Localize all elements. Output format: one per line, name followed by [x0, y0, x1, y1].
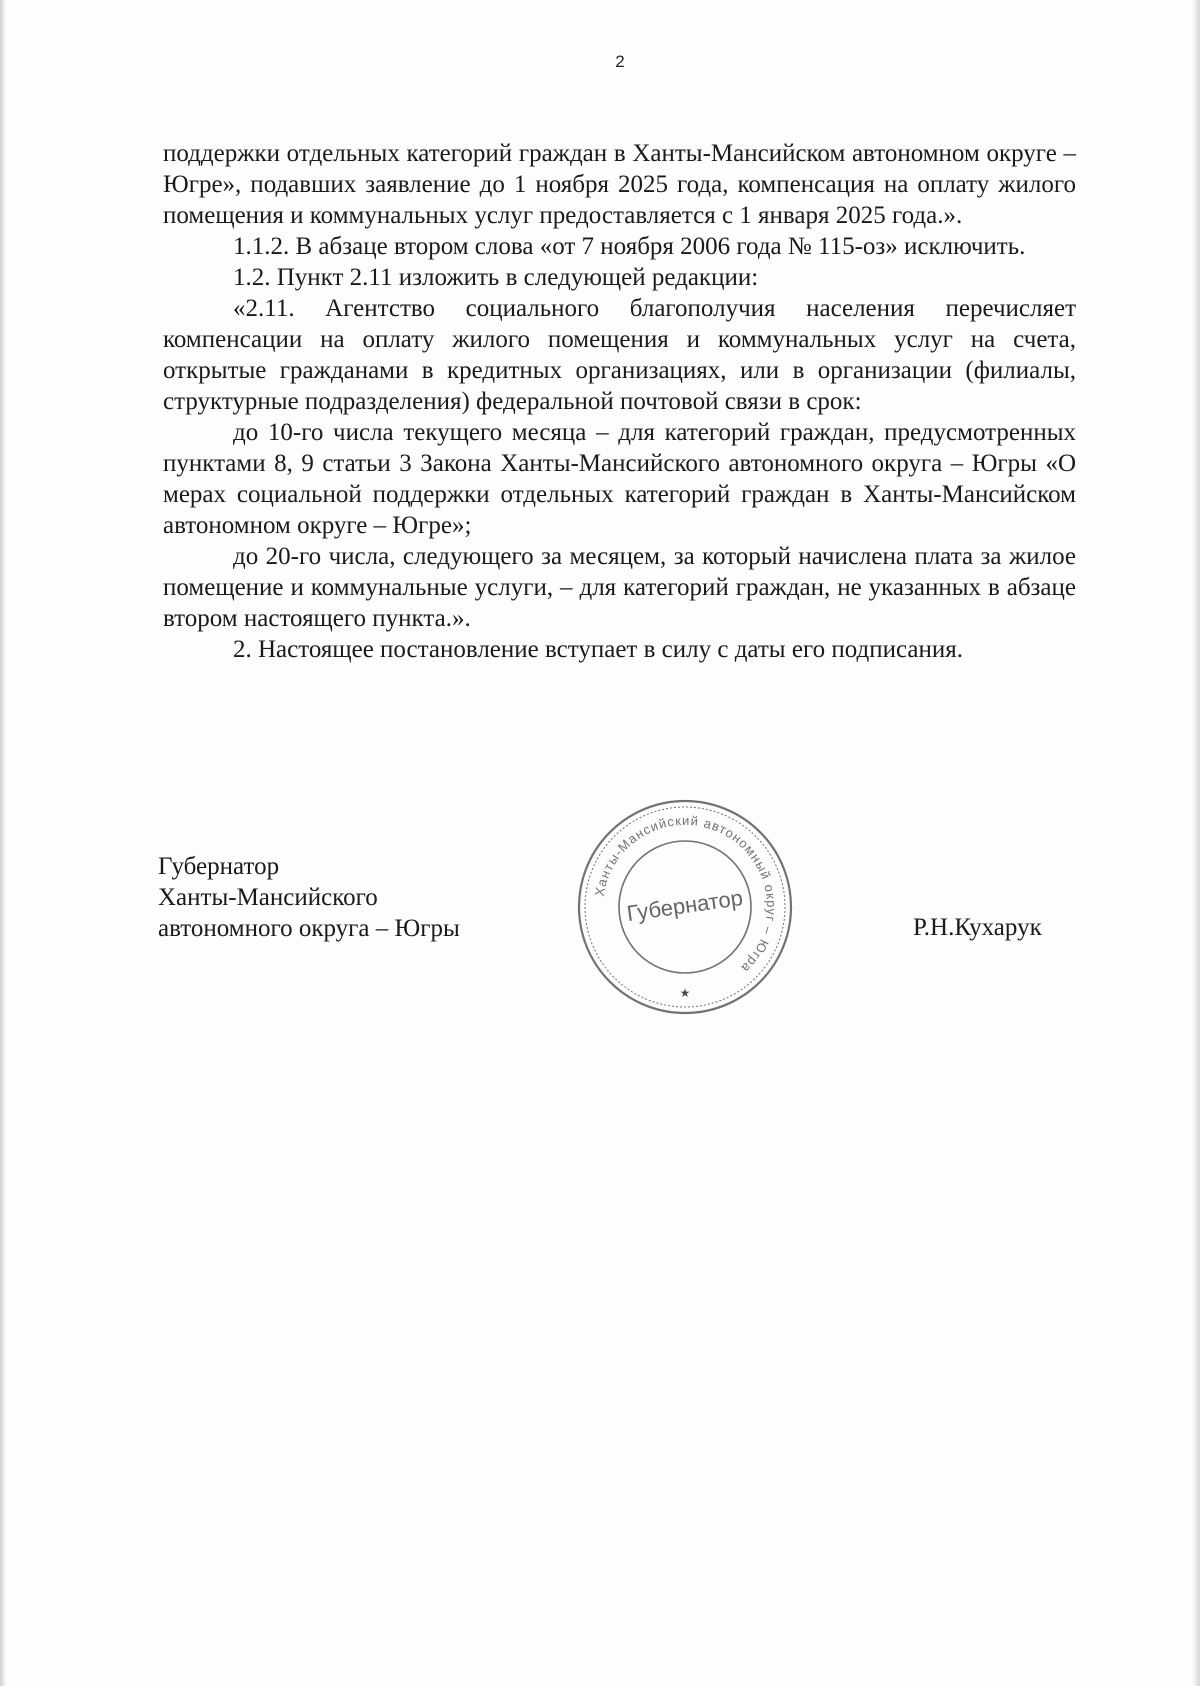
signer-name: Р.Н.Кухарук: [913, 914, 1042, 941]
paragraph-continuation: поддержки отдельных категорий граждан в Ханты-Мансийском автономном округе – Югре», подавших заявление до 1 ноября 2025 года, компенсация на оплату жилого помещения и коммунальных услуг предоставляется с 1 января 2025 года.».: [163, 140, 1076, 229]
official-seal-stamp: [570, 790, 800, 1025]
seal-center-text: Губернатор: [625, 885, 745, 927]
page-number: 2: [615, 52, 625, 71]
seal-star-icon: ★: [679, 986, 691, 1000]
paragraph-deadline-10: до 10-го числа текущего месяца – для категорий граждан, предусмотренных пунктами 8, 9 статьи 3 Закона Ханты-Мансийского автономного округа – Югры «О мерах социальной поддержки отдельных категорий граждан в Ханты-Мансийском автономном округе – Югре»;: [163, 419, 1076, 539]
signatory-title-line: Ханты-Мансийского: [158, 884, 378, 911]
paragraph-effective-date: 2. Настоящее постановление вступает в силу с даты его подписания.: [233, 636, 963, 663]
paragraph-1-1-2: 1.1.2. В абзаце втором слова «от 7 ноября 2006 года № 115-оз» исключить.: [233, 233, 1026, 260]
seal-outer-text: Ханты-Мансийский автономный округ – Югра: [591, 812, 780, 977]
paragraph-1-2: 1.2. Пункт 2.11 изложить в следующей редакции:: [233, 264, 759, 291]
scan-edge-right: [1192, 0, 1200, 1686]
paragraph-deadline-20: до 20-го числа, следующего за месяцем, за который начислена плата за жилое помещение и коммунальные услуги, – для категорий граждан, не указанных в абзаце втором настоящего пункта.».: [163, 543, 1076, 632]
signatory-title: [158, 851, 460, 944]
signatory-title-line: автономного округа – Югры: [158, 915, 460, 942]
paragraph-2-11: «2.11. Агентство социального благополучия населения перечисляет компенсации на оплату жилого помещения и коммунальных услуг на счета, открытые гражданами в кредитных организациях, или в организации (филиалы, структурные подразделения) федеральной почтовой связи в срок:: [163, 295, 1076, 415]
scan-edge-left: [0, 0, 6, 1686]
signatory-title-line: Губернатор: [158, 853, 280, 880]
document-body: [163, 138, 1076, 665]
